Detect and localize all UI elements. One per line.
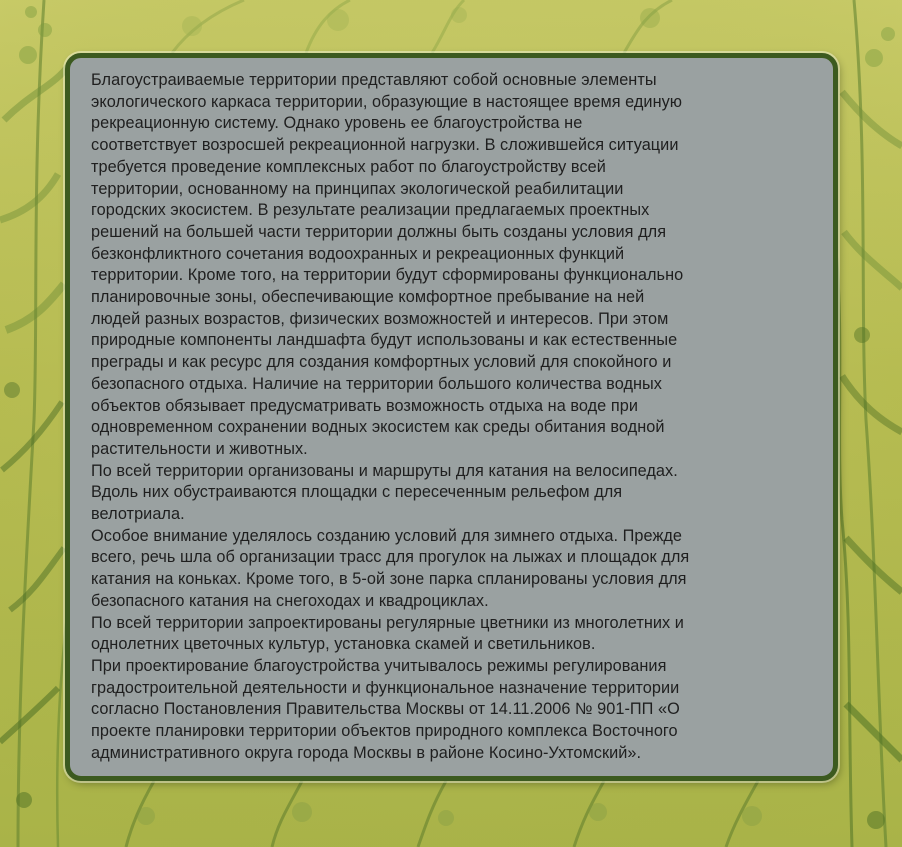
text-line: безопасного катания на снегоходах и квадроциклах. <box>91 591 489 610</box>
text-line: По всей территории запроектированы регулярные цветники из многолетних и <box>91 613 684 632</box>
text-line: При проектирование благоустройства учитывалось режимы регулирования <box>91 656 667 675</box>
paragraph-flowerbeds <box>91 613 821 656</box>
text-line: соответствует возросшей рекреационной нагрузки. В сложившейся ситуации <box>91 136 679 155</box>
text-line: растительности и животных. <box>91 439 308 458</box>
text-line: проекте планировки территории объектов природного комплекса Восточного <box>91 722 678 741</box>
text-line: природные компоненты ландшафта будут использованы и как естественные <box>91 331 678 350</box>
paragraph-regulations <box>91 656 821 765</box>
paragraph-winter-recreation <box>91 526 821 613</box>
text-line: требуется проведение комплексных работ по благоустройству всей <box>91 157 606 176</box>
text-line: территории. Кроме того, на территории будут сформированы функционально <box>91 266 684 285</box>
text-line: безконфликтного сочетания водоохранных и рекреационных функций <box>91 244 625 263</box>
text-line: согласно Постановления Правительства Москвы от 14.11.2006 № 901-ПП «О <box>91 700 680 719</box>
text-line: рекреационную систему. Однако уровень ее благоустройства не <box>91 114 583 133</box>
paragraph-intro <box>91 70 821 461</box>
text-line: По всей территории организованы и маршруты для катания на велосипедах. <box>91 461 678 480</box>
text-panel <box>65 53 838 781</box>
text-line: людей разных возрастов, физических возможностей и интересов. При этом <box>91 309 669 328</box>
text-line: безопасного отдыха. Наличие на территории большого количества водных <box>91 374 662 393</box>
text-line: Вдоль них обустраиваются площадки с пересеченным рельефом для <box>91 483 623 502</box>
text-line: административного округа города Москвы в районе Косино-Ухтомский». <box>91 743 642 762</box>
text-line: однолетних цветочных культур, установка скамей и светильников. <box>91 635 596 654</box>
text-line: всего, речь шла об организации трасс для прогулок на лыжах и площадок для <box>91 548 690 567</box>
text-line: велотриала. <box>91 505 185 524</box>
text-line: экологического каркаса территории, образующие в настоящее время единую <box>91 92 683 111</box>
text-line: катания на коньках. Кроме того, в 5-ой зоне парка спланированы условия для <box>91 570 687 589</box>
text-line: Благоустраиваемые территории представляют собой основные элементы <box>91 71 657 89</box>
text-line: градостроительной деятельности и функциональное назначение территории <box>91 678 680 697</box>
text-line: одновременном сохранении водных экосистем как среды обитания водной <box>91 418 665 437</box>
text-line: преграды и как ресурс для создания комфортных условий для спокойного и <box>91 353 672 372</box>
text-line: территории, основанному на принципах экологической реабилитации <box>91 179 624 198</box>
paragraph-bike-routes <box>91 461 821 526</box>
text-line: объектов обязывает предусматривать возможность отдыха на воде при <box>91 396 638 415</box>
document-text <box>91 70 821 765</box>
text-line: планировочные зоны, обеспечивающие комфортное пребывание на ней <box>91 288 645 307</box>
text-line: Особое внимание уделялось созданию условий для зимнего отдыха. Прежде <box>91 526 683 545</box>
text-line: решений на большей части территории должны быть созданы условия для <box>91 222 667 241</box>
text-line: городских экосистем. В результате реализации предлагаемых проектных <box>91 201 650 220</box>
